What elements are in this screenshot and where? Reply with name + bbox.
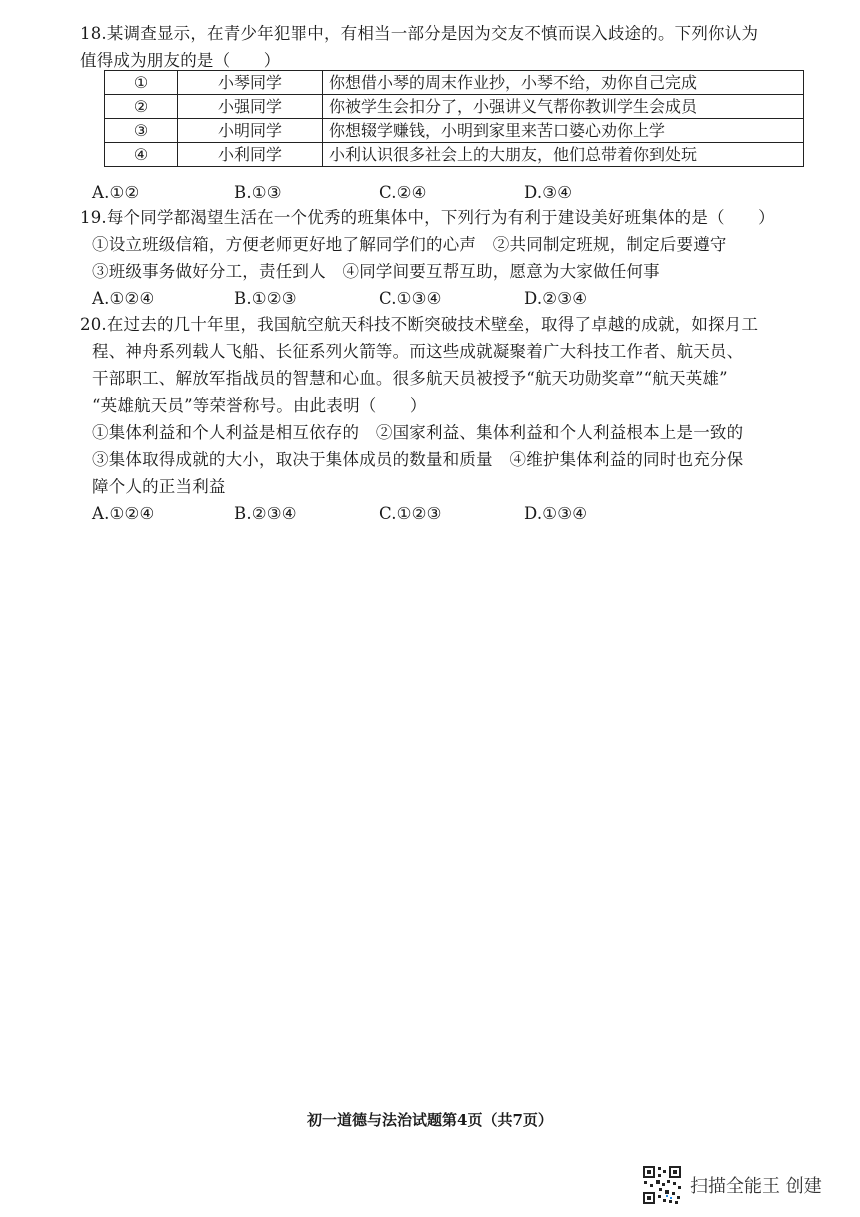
q20-line-1: 20.在过去的几十年里，我国航空航天科技不断突破技术壁垒，取得了卓越的成就，如探月工 <box>80 315 759 334</box>
row-name: 小利同学 <box>178 143 323 167</box>
q19-line-1: 19.每个同学都渴望生活在一个优秀的班集体中，下列行为有利于建设美好班集体的是（ ） <box>80 208 775 227</box>
q20-line-4: “英雄航天员”等荣誉称号。由此表明（ ） <box>92 396 427 415</box>
q20-line-5: ①集体利益和个人利益是相互依存的 ②国家利益、集体利益和个人利益根本上是一致的 <box>92 423 744 442</box>
option-b: B.②③④ <box>234 504 297 523</box>
row-name: 小强同学 <box>178 95 323 119</box>
option-b: B.①③ <box>234 183 282 202</box>
q19-options <box>92 285 822 312</box>
brand-text: 扫描全能王 创建 <box>690 1176 822 1197</box>
q18-line-2: 值得成为朋友的是（ ） <box>80 51 281 70</box>
q20-line-6: ③集体取得成就的大小，取决于集体成员的数量和质量 ④维护集体利益的同时也充分保 <box>92 450 744 469</box>
row-description: 你想辍学赚钱，小明到家里来苦口婆心劝你上学 <box>323 119 804 143</box>
q18-line-1: 18.某调查显示，在青少年犯罪中，有相当一部分是因为交友不慎而误入歧途的。下列你认为 <box>80 24 759 43</box>
row-description: 你想借小琴的周末作业抄，小琴不给，劝你自己完成 <box>323 71 804 95</box>
question-19 <box>80 204 810 285</box>
row-number: ② <box>105 95 178 119</box>
q20-line-3: 干部职工、解放军指战员的智慧和心血。很多航天员被授予“航天功勋奖章”“航天英雄” <box>92 369 728 388</box>
option-d: D.②③④ <box>524 289 588 308</box>
table-row <box>105 119 804 143</box>
option-d: D.①③④ <box>524 504 588 523</box>
q20-line-7: 障个人的正当利益 <box>92 477 226 496</box>
question-18 <box>80 20 810 74</box>
scanner-watermark <box>642 1165 822 1205</box>
question-20 <box>80 311 810 500</box>
row-number: ④ <box>105 143 178 167</box>
option-d: D.③④ <box>524 183 573 202</box>
table-row <box>105 95 804 119</box>
q19-line-3: ③班级事务做好分工，责任到人 ④同学间要互帮互助，愿意为大家做任何事 <box>92 262 660 281</box>
option-c: C.①③④ <box>379 289 442 308</box>
q18-options <box>92 179 822 206</box>
row-description: 小利认识很多社会上的大朋友，他们总带着你到处玩 <box>323 143 804 167</box>
option-c: C.①②③ <box>379 504 442 523</box>
q20-options <box>92 500 822 527</box>
row-name: 小明同学 <box>178 119 323 143</box>
row-description: 你被学生会扣分了，小强讲义气帮你教训学生会成员 <box>323 95 804 119</box>
q20-line-2: 程、神舟系列载人飞船、长征系列火箭等。而这些成就凝聚着广大科技工作者、航天员、 <box>92 342 744 361</box>
row-name: 小琴同学 <box>178 71 323 95</box>
friends-table <box>104 70 804 167</box>
row-number: ③ <box>105 119 178 143</box>
option-b: B.①②③ <box>234 289 297 308</box>
option-c: C.②④ <box>379 183 427 202</box>
qr-code-icon <box>642 1165 682 1205</box>
q19-line-2: ①设立班级信箱，方便老师更好地了解同学们的心声 ②共同制定班规，制定后要遵守 <box>92 235 727 254</box>
page-footer: 初一道德与法治试题第4页（共7页） <box>307 1111 553 1129</box>
table-row <box>105 71 804 95</box>
table-row <box>105 143 804 167</box>
option-a: A.①②④ <box>92 504 155 523</box>
row-number: ① <box>105 71 178 95</box>
option-a: A.①② <box>92 183 140 202</box>
option-a: A.①②④ <box>92 289 155 308</box>
